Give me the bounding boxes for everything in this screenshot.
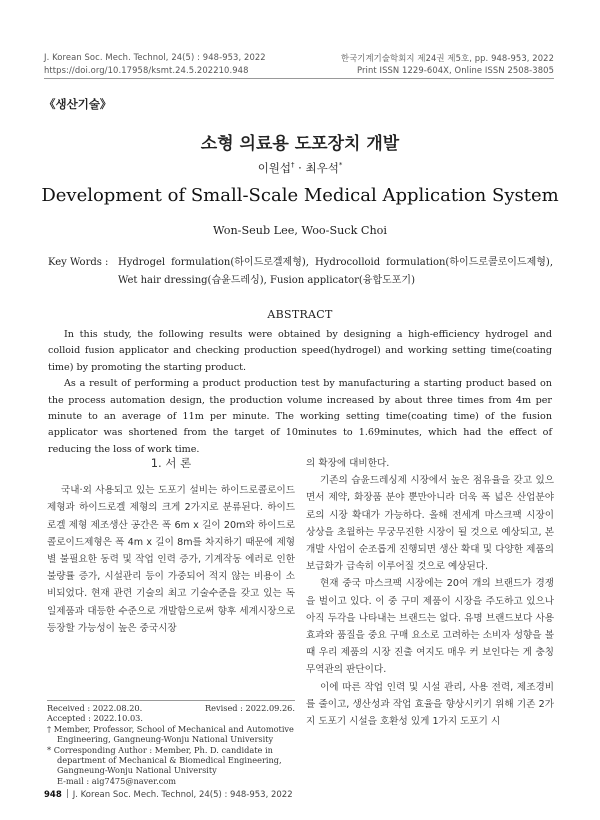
footer-journal: J. Korean Soc. Mech. Technol, 24(5) : 948-953, 2022 xyxy=(72,790,293,800)
body-column-left xyxy=(47,455,295,637)
footnote-dates xyxy=(47,703,295,713)
header-journal-ko: 한국기계기술학회지 제24권 제5호, pp. 948-953, 2022 xyxy=(340,53,554,63)
abstract-paragraph-1: In this study, the following results were obtained by designing a high-efficiency hydrogel and colloid fusion applicator and checking production speed(hydrogel) and working setting time(coating time) by promoting the starting product. xyxy=(48,329,552,373)
header-citation: J. Korean Soc. Mech. Technol, 24(5) : 948-953, 2022 xyxy=(44,52,266,62)
received-date: Received : 2022.08.20. xyxy=(47,703,143,713)
abstract-body xyxy=(48,327,552,458)
authors-korean xyxy=(0,160,600,176)
footnote-email[interactable]: E-mail : aig7475@naver.com xyxy=(57,775,177,786)
revised-date: Revised : 2022.09.26. xyxy=(205,703,295,713)
page-footer xyxy=(44,789,293,800)
keywords-text: Hydrogel formulation(하이드로겔제형), Hydrocolloid formulation(하이드로콜로이드제형), Wet hair dressing(습윤드레싱), Fusion applicator(융합도포기) xyxy=(118,257,553,286)
footnote-divider xyxy=(47,700,295,701)
footnote-author-1: † Member, Professor, School of Mechanical and Automotive Engineering, Gangneung-Wonju National University xyxy=(47,723,294,745)
accepted-date: Accepted : 2022.10.03. xyxy=(47,713,143,724)
keywords xyxy=(48,254,553,290)
footer-separator xyxy=(67,789,68,798)
page-number: 948 xyxy=(44,790,62,800)
body-paragraph: 기존의 습윤드레싱제 시장에서 높은 점유율을 갖고 있으면서 제약, 화장품 분야 뿐만아니라 더욱 폭 넓은 산업분야로의 시장 확대가 가능하다. 올해 전세계 마스크팩 시장이 상상을 초월하는 무궁무진한 시장이 될 것으로 예상되고, 본 개발 사업이 순조롭게 진행되면 생산 확대 및 다양한 제품의 보급화가 급속히 이루어질 것으로 예상된다. xyxy=(306,475,554,573)
author-1-ko: 이원섭 xyxy=(257,161,292,175)
header-issn: Print ISSN 1229-604X, Online ISSN 2508-3805 xyxy=(357,65,554,75)
title-english: Development of Small-Scale Medical Application System xyxy=(41,185,559,206)
keywords-label: Key Words : xyxy=(48,257,109,268)
footnotes xyxy=(47,703,295,786)
body-paragraph: 현재 중국 마스크팩 시장에는 20여 개의 브랜드가 경쟁을 벌이고 있다. 이 중 구미 제품이 시장을 주도하고 있으나 아직 두각을 나타내는 브랜드는 없다. 유명 브랜드보다 사용 효과와 품질을 중요 구매 요소로 고려하는 소비자 성향을 볼 때 우리 제품의 시장 진출 여지도 매우 커 보인다는 게 충칭 무역관의 판단이다. xyxy=(306,578,554,676)
author-2-mark: * xyxy=(338,161,343,170)
header-doi-link[interactable]: https://doi.org/10.17958/ksmt.24.5.202210.948 xyxy=(44,65,249,75)
abstract-paragraph-2: As a result of performing a product production test by manufacturing a starting product based on the process automation design, the production volume increased by about three times from 4m per minute to an average of 11m per minute. The working setting time(coating time) of the fusion applicator was shortened from the target of 10minutes to 1.69minutes, which had the effect of reducing the loss of work time. xyxy=(48,378,552,455)
author-separator: · xyxy=(294,161,306,175)
section-heading: 1. 서 론 xyxy=(150,456,192,470)
body-paragraph: 국내·외 사용되고 있는 도포기 설비는 하이드로콜로이드제형과 하이드로겔 제형의 크게 2가지로 분류된다. 하이드로겔 제형 제조생산 공간은 폭 6m x 길이 20m와 하이드로콜로이드제형은 폭 4m x 길이 8m를 차지하기 때문에 제형별 불필요한 동력 및 작업 인력 증가, 기계작동 에러로 인한 불량률 증가, 시설관리 등이 가중되어 적지 않는 비용이 소비되었다. 현재 관련 기술의 최고 기술수준을 갖고 있는 독일제품과 대등한 수준으로 개발함으로써 향후 세계시장으로 등장할 가능성이 높은 중국시장 xyxy=(47,485,295,634)
footnote-author-2: * Corresponding Author : Member, Ph. D. candidate in department of Mechanical & Biomedical Engineering, Gangneung-Wonju National University xyxy=(47,744,282,776)
body-column-right xyxy=(306,455,554,730)
title-korean: 소형 의료용 도포장치 개발 xyxy=(200,134,400,154)
body-paragraph: 이에 따른 작업 인력 및 시설 관리, 사용 전력, 제조경비를 줄이고, 생산성과 작업 효율을 향상시키기 위해 기존 2가지 도포기 시설을 호환성 있게 1가지 도포기 시 xyxy=(306,681,554,728)
body-paragraph: 의 확장에 대비한다. xyxy=(306,458,390,469)
author-1-mark: † xyxy=(291,161,295,170)
abstract-title: ABSTRACT xyxy=(267,308,333,321)
article-category: 《생산기술》 xyxy=(44,97,112,111)
authors-english: Won-Seub Lee, Woo-Suck Choi xyxy=(213,224,387,237)
author-2-ko: 최우석 xyxy=(305,161,339,175)
header-divider xyxy=(44,78,554,79)
